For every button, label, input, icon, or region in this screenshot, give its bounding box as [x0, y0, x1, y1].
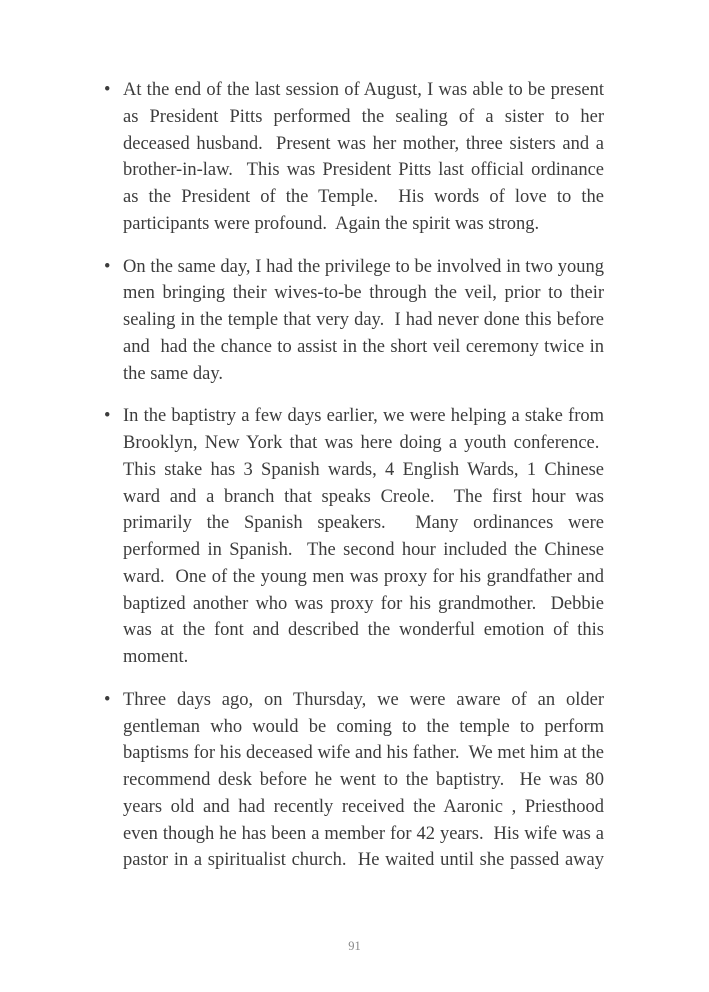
bullet-paragraph: In the baptistry a few days earlier, we were helping a stake from Brooklyn, New York that was here doing a youth conference. This stake has 3 Spanish wards, 4 English Wards, 1 Chinese ward and a branch that speaks Creole. The first hour was primarily the Spanish speakers. Many ordinances were performed in Spanish. The second hour included the Chinese ward. One of the young men was proxy for his grandfather and baptized another who was proxy for his grandmother. Debbie was at the font and described the wonderful emotion of this moment.: [123, 406, 604, 667]
bullet-icon: •: [104, 689, 111, 710]
page-number: 91: [348, 939, 361, 953]
bullet-item: [104, 403, 604, 671]
bullet-icon: •: [104, 256, 111, 277]
bullet-icon: •: [104, 80, 111, 100]
bullet-paragraph: Three days ago, on Thursday, we were aware of an older gentleman who would be coming to the temple to perform baptisms for his deceased wife and his father. We met him at the recommend desk before he went to the baptistry. He was 80 years old and had recently received the Aaronic , Priesthood even though he has been a member for 42 years. His wife was a pastor in a spiritualist church. He waited until she passed away: [123, 689, 604, 871]
bullet-paragraph: On the same day, I had the privilege to be involved in two young men bringing their wives-to-be through the veil, prior to their sealing in the temple that very day. I had never done this before and had the chance to assist in the short veil ceremony twice in the same day.: [123, 256, 604, 384]
bullet-item: [104, 687, 604, 874]
bullet-paragraph: At the end of the last session of August, I was able to be present as President Pitts performed the sealing of a sister to her deceased husband. Present was her mother, three sisters and a brother-in-law. This was President Pitts last official ordinance as the President of the Temple. His words of love to the participants were profound. Again the spirit was strong.: [123, 80, 604, 234]
bullet-item: [104, 77, 604, 238]
bullet-icon: •: [104, 406, 111, 427]
bullet-item: [104, 254, 604, 388]
